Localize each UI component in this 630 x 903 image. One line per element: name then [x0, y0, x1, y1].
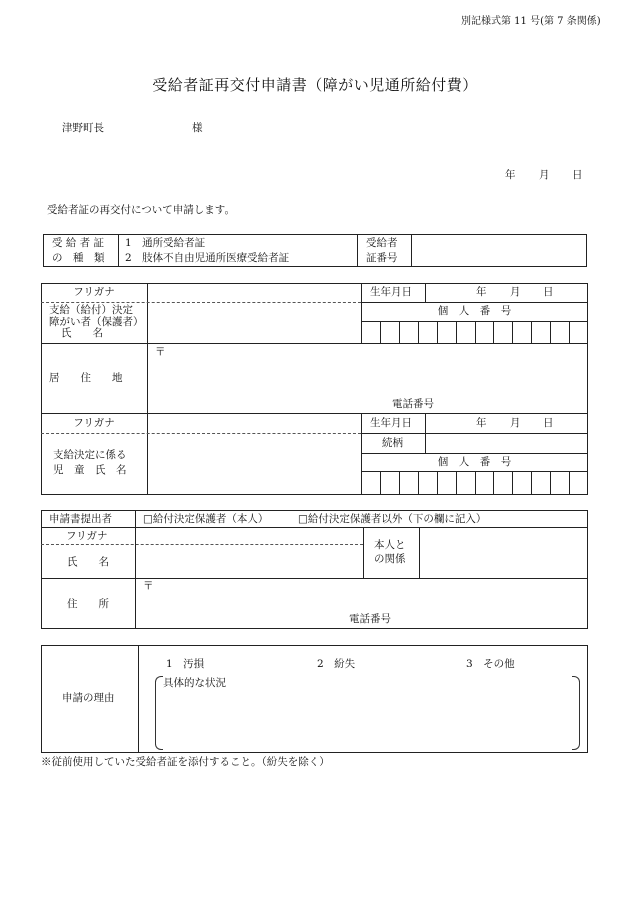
- guardian-name-field[interactable]: [148, 303, 360, 342]
- child-dob-year: 年: [476, 417, 487, 429]
- submitter-furigana-label: フリガナ: [66, 530, 108, 542]
- cert-option-2[interactable]: 2 肢体不自由児通所医療受給者証: [125, 252, 290, 264]
- reason-option-soiled[interactable]: 1 汚損: [166, 658, 205, 670]
- guardian-dob-month: 月: [510, 286, 521, 298]
- submitter-option-other-checkbox[interactable]: □給付決定保護者以外（下の欄に記入）: [298, 513, 487, 525]
- date-month-label: 月: [539, 169, 550, 181]
- digit-cell-divider: [512, 471, 513, 495]
- submitter-relation-field[interactable]: [420, 528, 587, 577]
- digit-cell-divider: [493, 321, 494, 343]
- reason-details-label: 具体的な状況: [163, 677, 226, 689]
- guardian-name-label-3: 氏 名: [61, 327, 103, 339]
- reason-option-other[interactable]: 3 その他: [466, 658, 515, 670]
- cert-type-label: 受 給 者 証: [52, 237, 105, 249]
- form-number: 別記様式第 11 号(第 7 条関係): [461, 16, 601, 27]
- guardian-furigana-label: フリガナ: [73, 286, 115, 298]
- right-bracket: [572, 676, 580, 750]
- reason-label: 申請の理由: [62, 692, 115, 704]
- guardian-dob-day: 日: [543, 286, 554, 298]
- divider: [361, 302, 588, 303]
- digit-cell-divider: [550, 321, 551, 343]
- child-name-label-2: 児 童 氏 名: [53, 464, 127, 476]
- submitter-name-label: 氏 名: [67, 556, 109, 568]
- guardian-furigana-field[interactable]: [148, 284, 360, 301]
- divider: [361, 453, 588, 454]
- guardian-id-label: 個 人 番 号: [437, 305, 512, 317]
- submitter-name-field[interactable]: [136, 545, 362, 577]
- digit-cell-divider: [437, 321, 438, 343]
- guardian-address-label: 居 住 地: [49, 372, 123, 384]
- digit-cell-divider: [380, 321, 381, 343]
- child-relation-field[interactable]: [426, 434, 587, 452]
- child-furigana-field[interactable]: [148, 414, 360, 432]
- postal-mark: 〒: [143, 580, 154, 592]
- digit-cell-divider: [475, 471, 476, 495]
- divider: [357, 234, 358, 267]
- divider: [138, 645, 139, 753]
- submitter-address-label: 住 所: [67, 598, 109, 610]
- digit-cell-divider: [418, 471, 419, 495]
- digit-cell-divider: [456, 321, 457, 343]
- date-day-label: 日: [572, 169, 583, 181]
- digit-cell-divider: [531, 471, 532, 495]
- child-dob-month: 月: [510, 417, 521, 429]
- child-name-label: 支給決定に係る: [53, 449, 127, 461]
- postal-mark: 〒: [155, 346, 166, 358]
- left-bracket: [155, 676, 163, 750]
- submitter-relation-label-2: の関係: [374, 553, 406, 565]
- digit-cell-divider: [380, 471, 381, 495]
- reason-option-lost[interactable]: 2 紛失: [317, 658, 356, 670]
- guardian-address-field[interactable]: [148, 344, 587, 412]
- digit-cell-divider: [550, 471, 551, 495]
- digit-cell-divider: [475, 321, 476, 343]
- addressee: 津野町長: [62, 122, 104, 134]
- child-dob-label: 生年月日: [370, 417, 412, 429]
- footer-note: ※従前使用していた受給者証を添付すること。（紛失を除く）: [41, 756, 330, 768]
- child-id-label: 個 人 番 号: [437, 456, 512, 468]
- cert-option-1[interactable]: 1 通所受給者証: [125, 237, 206, 249]
- guardian-name-label: 支給（給付）決定: [49, 304, 133, 316]
- cert-number-field[interactable]: [412, 235, 586, 266]
- cert-type-label-2: の 種 類: [52, 252, 105, 264]
- reason-details-field[interactable]: [163, 692, 568, 747]
- child-furigana-label: フリガナ: [73, 417, 115, 429]
- submitter-option-self-checkbox[interactable]: □給付決定保護者（本人）: [143, 513, 269, 525]
- digit-cell-divider: [531, 321, 532, 343]
- divider: [361, 413, 362, 495]
- guardian-dob-label: 生年月日: [370, 286, 412, 298]
- guardian-name-label-2: 障がい者（保護者）: [49, 316, 144, 328]
- digit-cell-divider: [569, 321, 570, 343]
- date-year-label: 年: [505, 169, 516, 181]
- digit-cell-divider: [493, 471, 494, 495]
- submitter-address-field[interactable]: [136, 579, 587, 628]
- page-title: 受給者証再交付申請書（障がい児通所給付費）: [152, 76, 478, 94]
- divider: [425, 283, 426, 302]
- digit-cell-divider: [456, 471, 457, 495]
- divider: [363, 527, 364, 578]
- child-dob-day: 日: [543, 417, 554, 429]
- digit-cell-divider: [512, 321, 513, 343]
- digit-cell-divider: [418, 321, 419, 343]
- submitter-relation-label: 本人と: [374, 539, 406, 551]
- child-name-field[interactable]: [148, 434, 360, 494]
- divider: [118, 234, 119, 267]
- submitter-phone-label: 電話番号: [349, 613, 391, 625]
- submitter-label: 申請書提出者: [49, 513, 112, 525]
- digit-cell-divider: [569, 471, 570, 495]
- submitter-furigana-field[interactable]: [136, 528, 362, 543]
- digit-cell-divider: [399, 321, 400, 343]
- cert-number-label-2: 証番号: [366, 252, 398, 264]
- honorific: 様: [192, 122, 203, 134]
- digit-cell-divider: [399, 471, 400, 495]
- intro-text: 受給者証の再交付について申請します。: [47, 204, 235, 216]
- digit-cell-divider: [437, 471, 438, 495]
- child-relation-label: 続柄: [382, 437, 403, 449]
- cert-number-label: 受給者: [366, 237, 398, 249]
- guardian-phone-label: 電話番号: [392, 398, 434, 410]
- guardian-dob-year: 年: [476, 286, 487, 298]
